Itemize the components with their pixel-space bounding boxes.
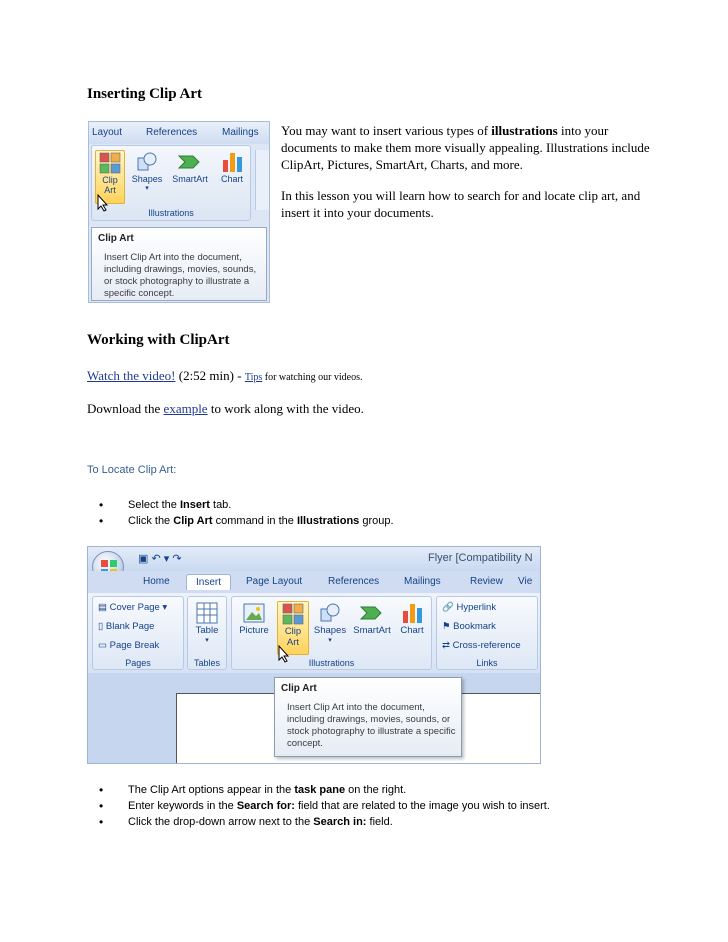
heading-working-with-clipart: Working with ClipArt [87, 332, 230, 348]
cover-page-button[interactable]: ▤ Cover Page ▾ [98, 602, 168, 613]
blank-page-label: Blank Page [105, 621, 155, 632]
step-text: Click the drop-down arrow next to the [128, 816, 314, 828]
pages-group [92, 596, 184, 670]
watch-video-link[interactable]: Watch the video! [87, 368, 176, 383]
heading-inserting-clip-art: Inserting Clip Art [87, 86, 203, 102]
illustrations-group [231, 596, 432, 670]
chevron-down-icon[interactable]: ▾ [163, 553, 170, 565]
next-group-edge [255, 150, 269, 210]
blank-page-icon: ▯ [98, 621, 104, 632]
bookmark-icon: ⚑ [442, 621, 451, 632]
shapes-button[interactable] [130, 150, 164, 204]
step-text: Click the [128, 515, 174, 527]
clip-art-label-line1: Clip [102, 175, 118, 185]
list-item [99, 497, 394, 513]
ribbon-tabs [88, 571, 541, 593]
step-text: command in the [212, 515, 297, 527]
clip-art-icon [281, 602, 305, 626]
step-bold: Search in: [313, 816, 367, 828]
mouse-cursor-icon [278, 645, 290, 663]
download-line [87, 401, 364, 417]
insert-ribbon [88, 593, 541, 673]
download-text-rest: to work along with the video. [207, 401, 364, 416]
intro-paragraph-1 [281, 122, 661, 173]
shapes-label: Shapes [313, 625, 347, 636]
step-bold: Clip Art [173, 515, 213, 527]
pages-group-label: Pages [125, 658, 151, 668]
redo-icon[interactable]: ↷ [172, 553, 182, 565]
tab-review[interactable]: Review [470, 576, 503, 587]
picture-button[interactable] [235, 601, 273, 655]
chart-icon [220, 150, 244, 174]
download-text: Download the [87, 401, 164, 416]
table-icon [195, 601, 219, 625]
smartart-button[interactable] [168, 150, 212, 204]
table-label: Table [195, 625, 219, 636]
intro-text-rest: into your documents to make them more visually appealing. Illustrations include ClipArt, Pictures, SmartArt, Charts, and more. [281, 123, 650, 172]
illustrations-group-screenshot [88, 121, 270, 303]
chevron-down-icon: ▾ [328, 637, 332, 644]
table-button[interactable] [191, 601, 223, 655]
tab-view[interactable]: Vie [518, 576, 533, 587]
bookmark-button[interactable] [442, 621, 496, 632]
clip-art-label-line2: Art [286, 637, 300, 648]
list-item [99, 798, 550, 814]
example-link[interactable]: example [163, 401, 208, 416]
tips-link[interactable]: Tips [244, 372, 263, 383]
tables-group [187, 596, 227, 670]
list-item [99, 513, 394, 529]
ribbon-tabs [89, 122, 270, 144]
intro-paragraph-2: In this lesson you will learn how to search for and locate clip art, and insert it into your documents. [281, 188, 641, 220]
tab-insert[interactable]: Insert [186, 574, 231, 590]
list-item [99, 814, 550, 830]
shapes-icon [318, 601, 342, 625]
page-break-icon: ▭ [98, 640, 107, 651]
title-bar [88, 547, 541, 571]
tooltip-title: Clip Art [281, 683, 317, 694]
smartart-icon [359, 601, 385, 625]
links-group [436, 596, 538, 670]
clip-art-steps-list [99, 782, 550, 830]
smartart-icon [177, 150, 203, 174]
page-break-label: Page Break [109, 640, 160, 651]
intro-text: You may want to insert various types of [281, 123, 492, 138]
chart-label: Chart [220, 174, 243, 184]
subheading-locate-clip-art: To Locate Clip Art: [87, 464, 177, 476]
step-bold: Insert [179, 499, 210, 511]
tab-references[interactable]: References [328, 576, 380, 587]
tooltip-body: Insert Clip Art into the document, including drawings, movies, sounds, or stock photography to illustrate a specific concept. [104, 252, 257, 299]
quick-access-toolbar[interactable] [138, 552, 182, 565]
chart-button[interactable] [396, 601, 428, 655]
hyperlink-label: Hyperlink [456, 602, 497, 613]
links-group-label: Links [476, 658, 498, 668]
chart-button[interactable] [216, 150, 248, 204]
tips-text: for watching our videos. [262, 372, 363, 383]
tab-page-layout[interactable]: Page Layout [246, 576, 303, 587]
tooltip-body: Insert Clip Art into the document, including drawings, movies, sounds, or stock photography to illustrate a specific concept. [287, 702, 456, 749]
step-bold: Illustrations [296, 515, 360, 527]
tables-group-label: Tables [193, 658, 220, 668]
step-text: Enter keywords in the [128, 800, 237, 812]
clip-art-icon [98, 151, 122, 175]
step-text: field that are related to the image you wish to insert. [294, 800, 550, 812]
tab-layout[interactable]: Layout [92, 127, 123, 138]
shapes-icon [135, 150, 159, 174]
video-line [87, 368, 363, 384]
step-text: field. [366, 816, 393, 828]
clip-art-tooltip [274, 677, 462, 757]
clip-art-label-line2: Art [104, 185, 116, 195]
bookmark-label: Bookmark [453, 621, 496, 632]
undo-icon[interactable]: ↶ [151, 553, 161, 565]
list-item [99, 782, 550, 798]
clip-art-label-line1: Clip [284, 626, 302, 637]
mouse-cursor-icon [97, 194, 109, 212]
chevron-down-icon: ▾ [145, 185, 149, 192]
window-title: Flyer [Compatibility N [428, 552, 533, 564]
smartart-button[interactable] [350, 601, 394, 655]
cover-page-icon: ▤ [98, 602, 107, 613]
smartart-label: SmartArt [172, 174, 208, 184]
chart-label: Chart [400, 625, 424, 636]
word-ribbon-screenshot [87, 546, 541, 764]
tab-mailings[interactable]: Mailings [222, 127, 259, 138]
cross-reference-label: Cross-reference [452, 640, 521, 651]
chevron-down-icon: ▾ [205, 637, 209, 644]
step-bold: Search for: [236, 800, 295, 812]
blank-page-button[interactable] [98, 621, 154, 632]
picture-icon [242, 601, 266, 625]
hyperlink-icon: 🔗 [442, 602, 454, 613]
picture-label: Picture [239, 625, 269, 636]
step-text: tab. [209, 499, 232, 511]
tab-references[interactable]: References [146, 127, 198, 138]
step-text: on the right. [345, 784, 407, 796]
step-bold: task pane [294, 784, 346, 796]
page-break-button[interactable] [98, 640, 159, 651]
cover-page-label: Cover Page [109, 602, 160, 613]
intro-bold-illustrations: illustrations [491, 123, 558, 138]
tab-mailings[interactable]: Mailings [404, 576, 441, 587]
illustrations-group-label: Illustrations [308, 658, 355, 668]
tooltip-title: Clip Art [98, 233, 134, 244]
clip-art-tooltip [91, 227, 267, 301]
chart-icon [400, 601, 424, 625]
save-icon[interactable]: ▣ [138, 553, 149, 565]
cross-reference-button[interactable] [442, 640, 521, 651]
tab-home[interactable]: Home [143, 576, 170, 587]
smartart-label: SmartArt [353, 625, 391, 636]
cross-reference-icon: ⇄ [442, 640, 450, 651]
shapes-button[interactable] [312, 601, 348, 655]
shapes-label: Shapes [131, 174, 163, 184]
step-text: The Clip Art options appear in the [128, 784, 295, 796]
illustrations-group-label: Illustrations [148, 208, 194, 218]
illustrations-group [91, 145, 251, 221]
hyperlink-button[interactable] [442, 602, 496, 613]
video-duration: (2:52 min) - [175, 368, 245, 383]
locate-steps-list [99, 497, 394, 529]
step-text: group. [359, 515, 394, 527]
step-text: Select the [128, 499, 180, 511]
